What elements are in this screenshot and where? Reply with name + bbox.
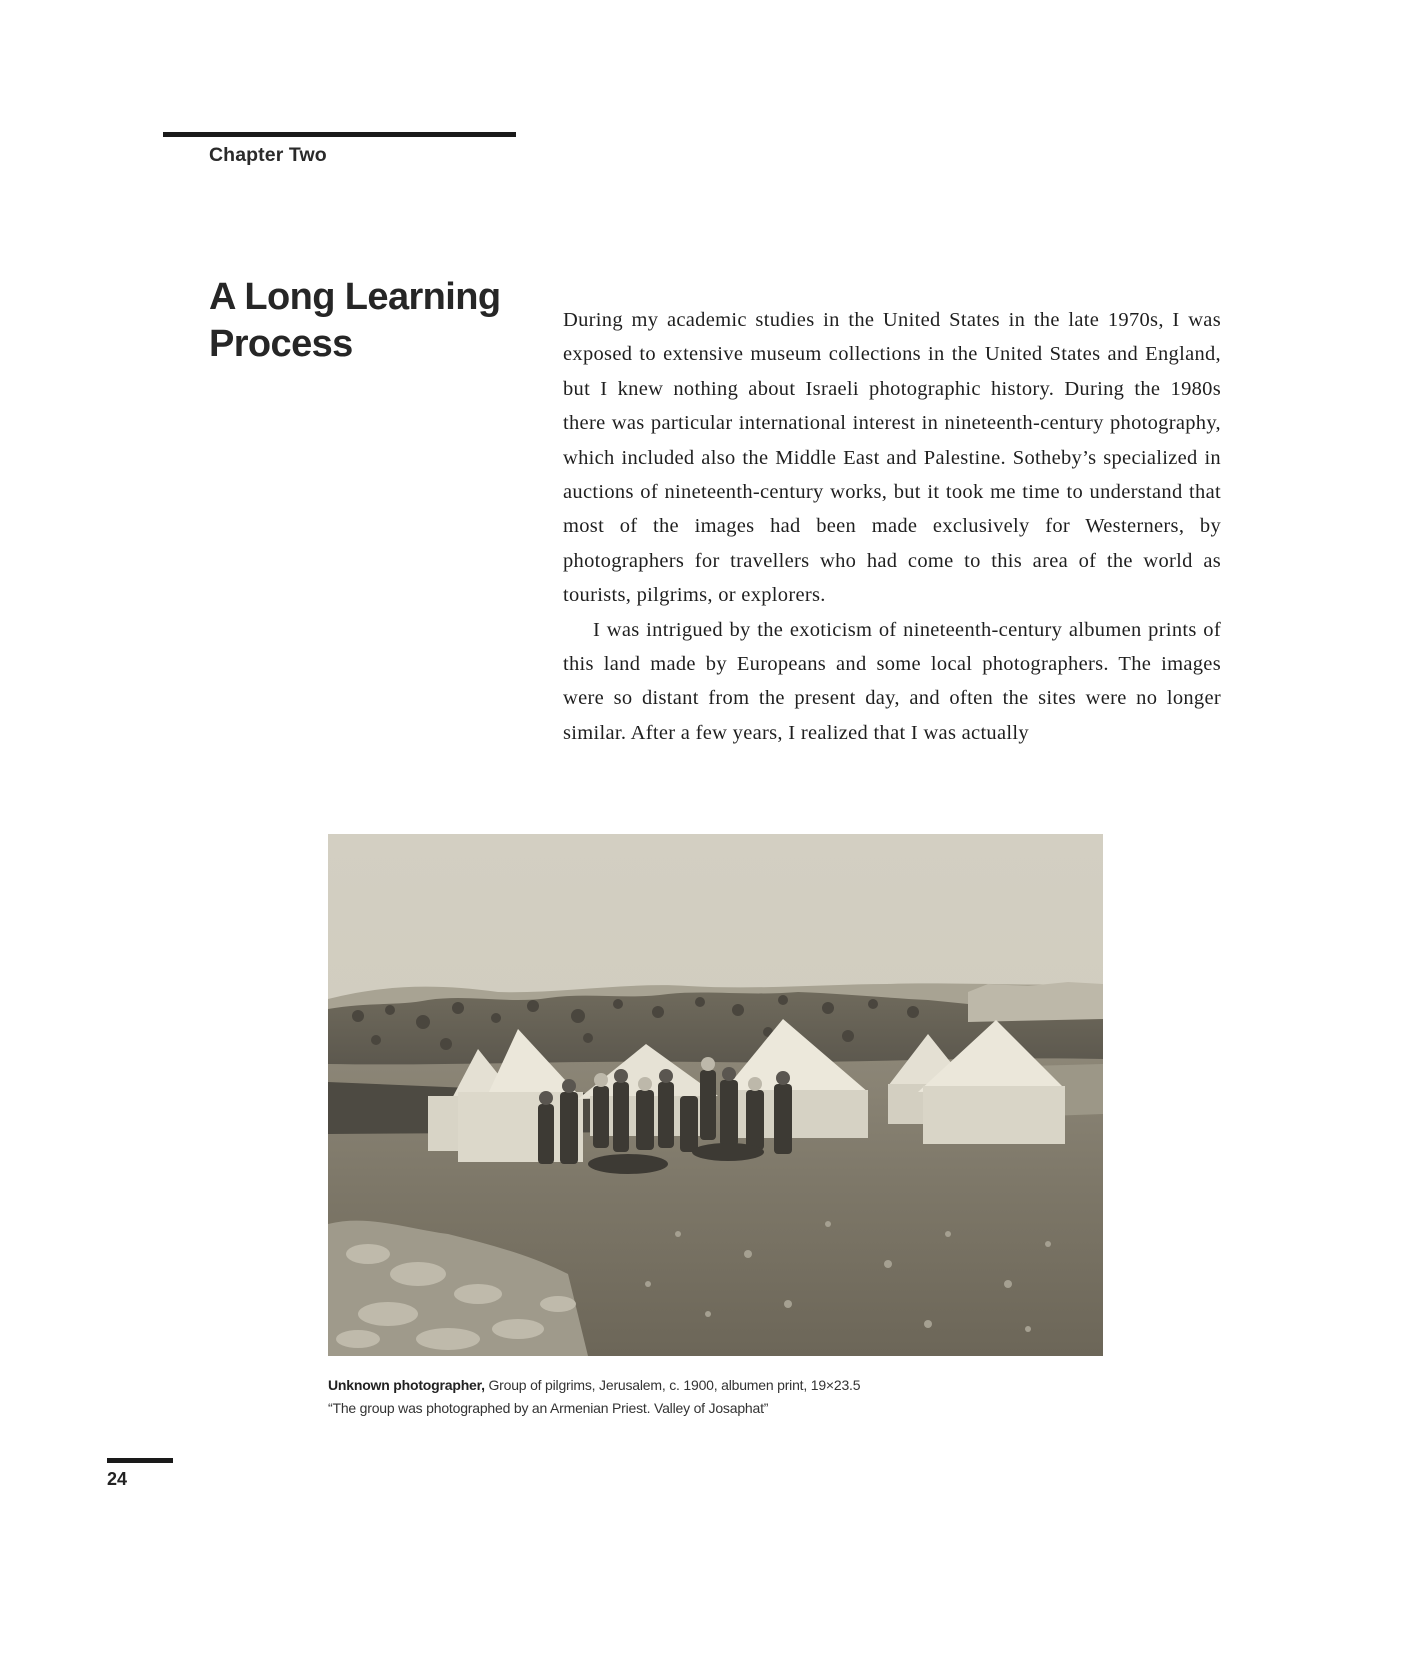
chapter-title-line-1: A Long Learning [209, 276, 501, 318]
photo-distant-town [968, 982, 1103, 1022]
chapter-title-line-2: Process [209, 323, 353, 365]
chapter-title [209, 274, 529, 368]
body-text [563, 303, 1221, 750]
body-paragraph-1: During my academic studies in the United States in the late 1970s, I was exposed to extensive museum collections in the United States and England, but I knew nothing about Israeli photographic history. During the 1980s there was particular international interest in nineteenth-century photography, which included also the Middle East and Palestine. Sotheby’s specialized in auctions of nineteenth-century works, but it took me time to understand that most of the images had been made exclusively for Westerners, by photographers for travellers who had come to this area of the world as tourists, pilgrims, or explorers. [563, 309, 1221, 607]
footer-rule [107, 1458, 173, 1463]
figure-caption [328, 1374, 1128, 1420]
page-number: 24 [107, 1469, 128, 1489]
chapter-label: Chapter Two [209, 144, 327, 166]
caption-quote: “The group was photographed by an Armenian Priest. Valley of Josaphat” [328, 1400, 769, 1416]
caption-details: Group of pilgrims, Jerusalem, c. 1900, albumen print, 19×23.5 [484, 1377, 861, 1393]
body-paragraph-2: I was intrigued by the exoticism of nineteenth-century albumen prints of this land made by Europeans and some local photographers. The images were so distant from the present day, and often the sites were no longer similar. After a few years, I realized that I was actually [563, 618, 1221, 744]
caption-line-1 [328, 1374, 1128, 1397]
historical-photo [328, 834, 1103, 1356]
header-rule [163, 132, 516, 137]
caption-credit: Unknown photographer, [328, 1377, 485, 1393]
